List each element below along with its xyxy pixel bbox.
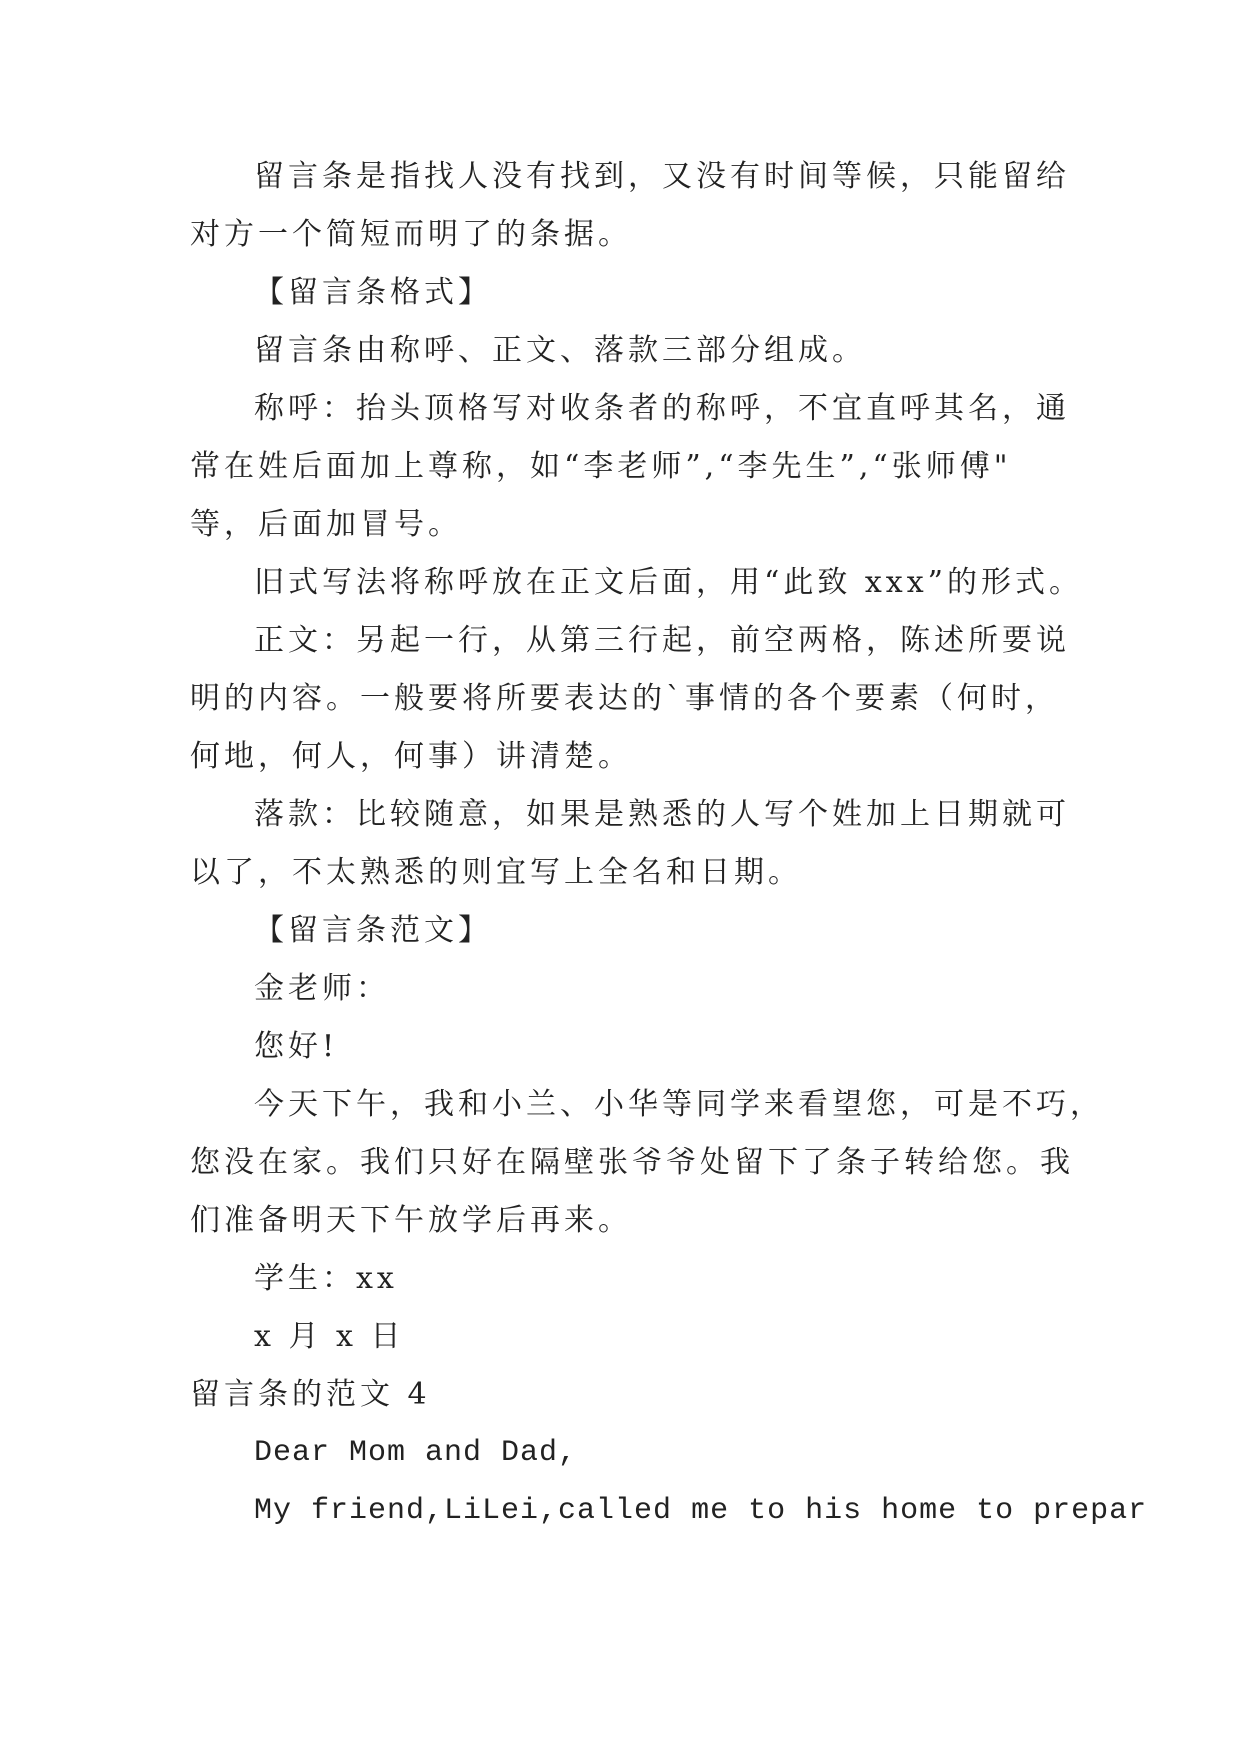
paragraph-line: 正文：另起一行，从第三行起，前空两格，陈述所要说 (254, 623, 1070, 658)
paragraph-line: 以了，不太熟悉的则宜写上全名和日期。 (190, 855, 802, 890)
paragraph-line: 旧式写法将称呼放在正文后面，用“此致 xxx”的形式。 (254, 565, 1083, 600)
letter-signature: 学生：xx (254, 1261, 398, 1296)
paragraph-line: 对方一个简短而明了的条据。 (190, 217, 632, 252)
english-salutation: Dear Mom and Dad, (254, 1436, 578, 1470)
paragraph-line: 何地，何人，何事）讲清楚。 (190, 739, 632, 774)
paragraph-line: 明的内容。一般要将所要表达的`事情的各个要素（何时， (190, 681, 1059, 716)
letter-body-line: 您没在家。我们只好在隔壁张爷爷处留下了条子转给您。我 (190, 1145, 1074, 1180)
paragraph-line: 常在姓后面加上尊称，如“李老师”,“李先生”,“张师傅" (190, 449, 1012, 484)
document-page (190, 148, 1148, 1540)
paragraph-line: 落款：比较随意，如果是熟悉的人写个姓加上日期就可 (254, 797, 1070, 832)
paragraph-line: 留言条由称呼、正文、落款三部分组成。 (254, 333, 866, 368)
letter-date: x 月 x 日 (254, 1319, 405, 1354)
letter-salutation: 金老师： (254, 971, 390, 1006)
english-body-line: My friend,LiLei,called me to his home to prepar (254, 1494, 1148, 1528)
example-title: 留言条的范文 4 (190, 1377, 431, 1412)
section-heading: 【留言条范文】 (254, 913, 492, 948)
letter-greeting: 您好! (254, 1029, 339, 1064)
letter-body-line: 们准备明天下午放学后再来。 (190, 1203, 632, 1238)
section-heading: 【留言条格式】 (254, 275, 492, 310)
paragraph-line: 留言条是指找人没有找到，又没有时间等候，只能留给 (254, 159, 1070, 194)
paragraph-line: 称呼：抬头顶格写对收条者的称呼，不宜直呼其名，通 (254, 391, 1070, 426)
letter-body-line: 今天下午，我和小兰、小华等同学来看望您，可是不巧， (254, 1087, 1104, 1122)
paragraph-line: 等，后面加冒号。 (190, 507, 462, 542)
